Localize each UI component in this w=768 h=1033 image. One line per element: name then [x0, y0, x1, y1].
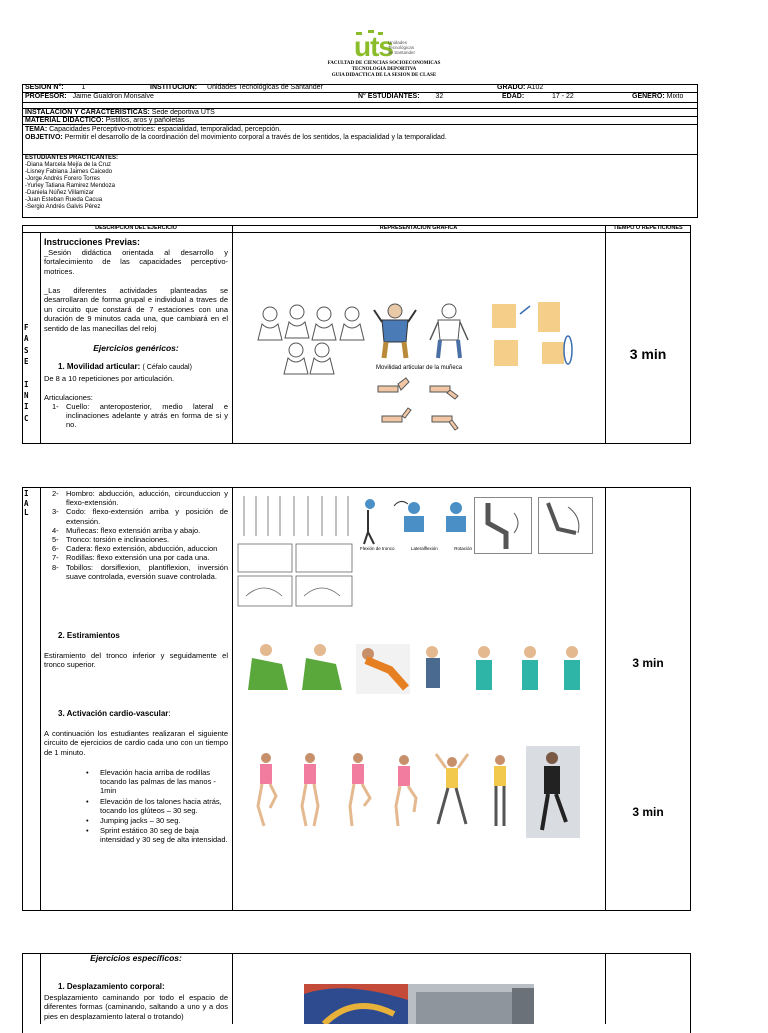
practicante-1: -Diana Marcela Mejía de la Cruz [25, 162, 112, 168]
instr-p1: _Sesión didáctica orientada al desarrollo y fortalecimiento de las capacidades perceptivo-motrices. [44, 248, 228, 276]
instr-p2: _Las diferentes actividades planteadas se desarrollaran de forma grupal e individual a traves de un circuito que constará de 7 estaciones con una duración de 9 minutos cada una, que cambiará en el sentido de las manecillas del reloj [44, 286, 228, 333]
fig-label-lateral: Lateralflexión [410, 546, 438, 551]
stretching-figures [238, 640, 594, 696]
genero-label: GENERO: [632, 93, 665, 100]
edad-value: 17 - 22 [552, 93, 574, 100]
practicante-3: -Jorge Andrés Forero Torres [25, 176, 100, 182]
instr-title: Instrucciones Previas: [44, 237, 141, 247]
cardio-title: 3. Activación cardio-vascular [58, 709, 169, 718]
institucion-value: Unidades Tecnológicas de Santander [207, 84, 323, 91]
practicante-5: -Daniela Núñez Villamizar [25, 190, 94, 196]
mov-title: 1. Movilidad articular: [58, 362, 141, 371]
articulaciones-label: Articulaciones: [44, 393, 93, 402]
list-item: 3- Codo: flexo-extensión arriba y posición de extensión. [52, 507, 228, 526]
institucion-label: INSTITUCION: [150, 84, 198, 91]
cardio-figures [248, 746, 580, 838]
list-item: • Jumping jacks – 30 seg. [86, 816, 181, 826]
displacement-title: 1. Desplazamiento corporal: [58, 982, 165, 991]
list-item: 4- Muñecas: flexo extensión arriba y abajo. [52, 525, 201, 535]
guide-title: GUIA DIDACTICA DE LA SESION DE CLASE [331, 73, 437, 78]
list-item: 7- Rodillas: flexo extensión una por cada una. [52, 553, 210, 563]
knee-flexion-figure [474, 497, 532, 554]
grado-value: A102 [526, 84, 544, 91]
articulaciones-list: 1- Cuello: anteroposterior, medio lateral e inclinaciones adelante y atrás en forma de si y no. [52, 402, 228, 430]
faculty-name: FACULTAD DE CIENCIAS SOCIOECONOMICAS [327, 61, 441, 66]
wrist-fig-caption: Movilidad articular de la muñeca [376, 365, 463, 371]
generic-title: Ejercicios genéricos: [93, 343, 179, 353]
phase-letters-2: I A L [24, 489, 29, 517]
list-item: 8- Tobillos: dorsiflexion, plantiflexion, inversión suave controlada, eversión suave controlada. [52, 562, 228, 581]
sesion-label: SESION N°: [25, 84, 64, 91]
logo-sub-3: de Santander [388, 50, 416, 55]
list-item: 2- Hombro: abducción, aducción, circunduccion y flexo-extensión. [52, 489, 228, 508]
estudiantes-label: N° ESTUDIANTES: [358, 93, 420, 100]
program-name: TECNOLOGIA DEPORTIVA [351, 67, 417, 72]
displacement-photo [304, 984, 534, 1024]
displacement-text: Desplazamiento caminando por todo el espacio de diferentes formas (caminando, saltando a uno y a dos pies en desplazamiento lateral o trotando) [44, 993, 228, 1021]
cardio-list [86, 768, 228, 845]
col-desc-header: DESCRIPCION DEL EJERCICIO [95, 225, 177, 231]
time-cardio: 3 min [632, 805, 664, 819]
logo-sub-2: Tecnológicas [388, 45, 415, 50]
material-label: MATERIAL DIDACTICO: [25, 117, 104, 124]
col-repr-header: REPRESENTACION GRAFICA [379, 225, 458, 231]
fig-label-rotacion: Rotación [454, 546, 472, 551]
mov-reps: De 8 a 10 repeticiones por articulación. [44, 374, 175, 383]
joint-mobility-sketches [236, 492, 356, 610]
phase-letters-1: F A S E I N I C [24, 323, 29, 423]
practicante-6: -Juan Esteban Rueda Cacua [25, 197, 103, 203]
elbow-mobility-figure [486, 294, 586, 374]
logo-text: uts [354, 31, 393, 62]
mov-note: ( Céfalo caudal) [142, 364, 192, 371]
neck-mobility-figure [256, 300, 366, 376]
list-item: 6- Cadera: flexo extensión, abducción, aduccion [52, 544, 218, 554]
cardio-colon: : [168, 709, 171, 718]
shoulder-mobility-figure [372, 302, 418, 360]
sesion-value: 1 [81, 84, 86, 91]
instalacion-label: INSTALACION Y CARACTERISTICAS: [25, 109, 150, 116]
practicante-2: -Lisney Fabiana Jaimes Caicedo [25, 169, 113, 175]
grado-label: GRADO: [497, 84, 526, 91]
cardio-text: A continuación los estudiantes realizaran el siguiente circuito de ejercicios de cardio cada uno con un tiempo de 1 minuto. [44, 729, 228, 757]
objetivo-label: OBJETIVO: [25, 134, 63, 141]
practicante-4: -Yurley Tatiana Ramirez Mendoza [25, 183, 115, 189]
arm-mobility-figure [426, 302, 472, 360]
tema-value: Capacidades Perceptivo-motrices: espacialidad, temporalidad, percepción. [49, 126, 282, 133]
time-stretching: 3 min [632, 656, 664, 670]
practicante-7: -Sergio Andrés Galvis Pérez [25, 204, 101, 210]
list-item: • Elevación hacia arriba de rodillas tocando las palmas de las manos - 1min [86, 768, 216, 796]
ankle-mobility-figure [538, 497, 593, 554]
profesor-label: PROFESOR: [25, 93, 67, 100]
wrist-mobility-figure [372, 376, 472, 440]
col-time-header: TIEMPO O REPETICIONES [613, 225, 683, 231]
estudiantes-value: 32 [435, 93, 444, 100]
material-value: Pistillos, aros y pañoletas [105, 117, 185, 124]
genero-value: Mixto [666, 93, 684, 100]
fig-label-flexion: Flexión de tronco [360, 546, 395, 551]
specific-title: Ejercicios específicos: [90, 953, 182, 963]
practicantes-label: ESTUDIANTES PRACTICANTES: [25, 155, 119, 161]
edad-label: EDAD: [502, 93, 525, 100]
list-item: 5- Tronco: torsión e inclinaciones. [52, 535, 170, 545]
trunk-mobility-figure [360, 494, 472, 550]
list-item: • Sprint estático 30 seg de baja intensidad y 30 seg de alta intensidad. [86, 826, 228, 845]
logo-sub-1: Unidades [388, 40, 408, 45]
tema-label: TEMA: [25, 126, 48, 133]
estir-title: 2. Estiramientos [58, 631, 120, 640]
objetivo-value: Permitir el desarrollo de la coordinación del movimiento corporal a través de los sentidos, la espacialidad y la temporalidad. [64, 134, 447, 141]
info-table [22, 84, 698, 218]
joints-list [52, 489, 228, 581]
time-section-1: 3 min [629, 346, 667, 362]
instalacion-value: Sede deportiva UTS [151, 109, 215, 116]
list-item: • Elevación de los talones hacia atrás, tocando los glúteos – 30 seg. [86, 796, 222, 815]
estir-text: Estiramiento del tronco inferior y seguidamente el tronco superior. [44, 651, 228, 670]
profesor-value: Jaime Gualdron Monsalve [72, 93, 154, 100]
